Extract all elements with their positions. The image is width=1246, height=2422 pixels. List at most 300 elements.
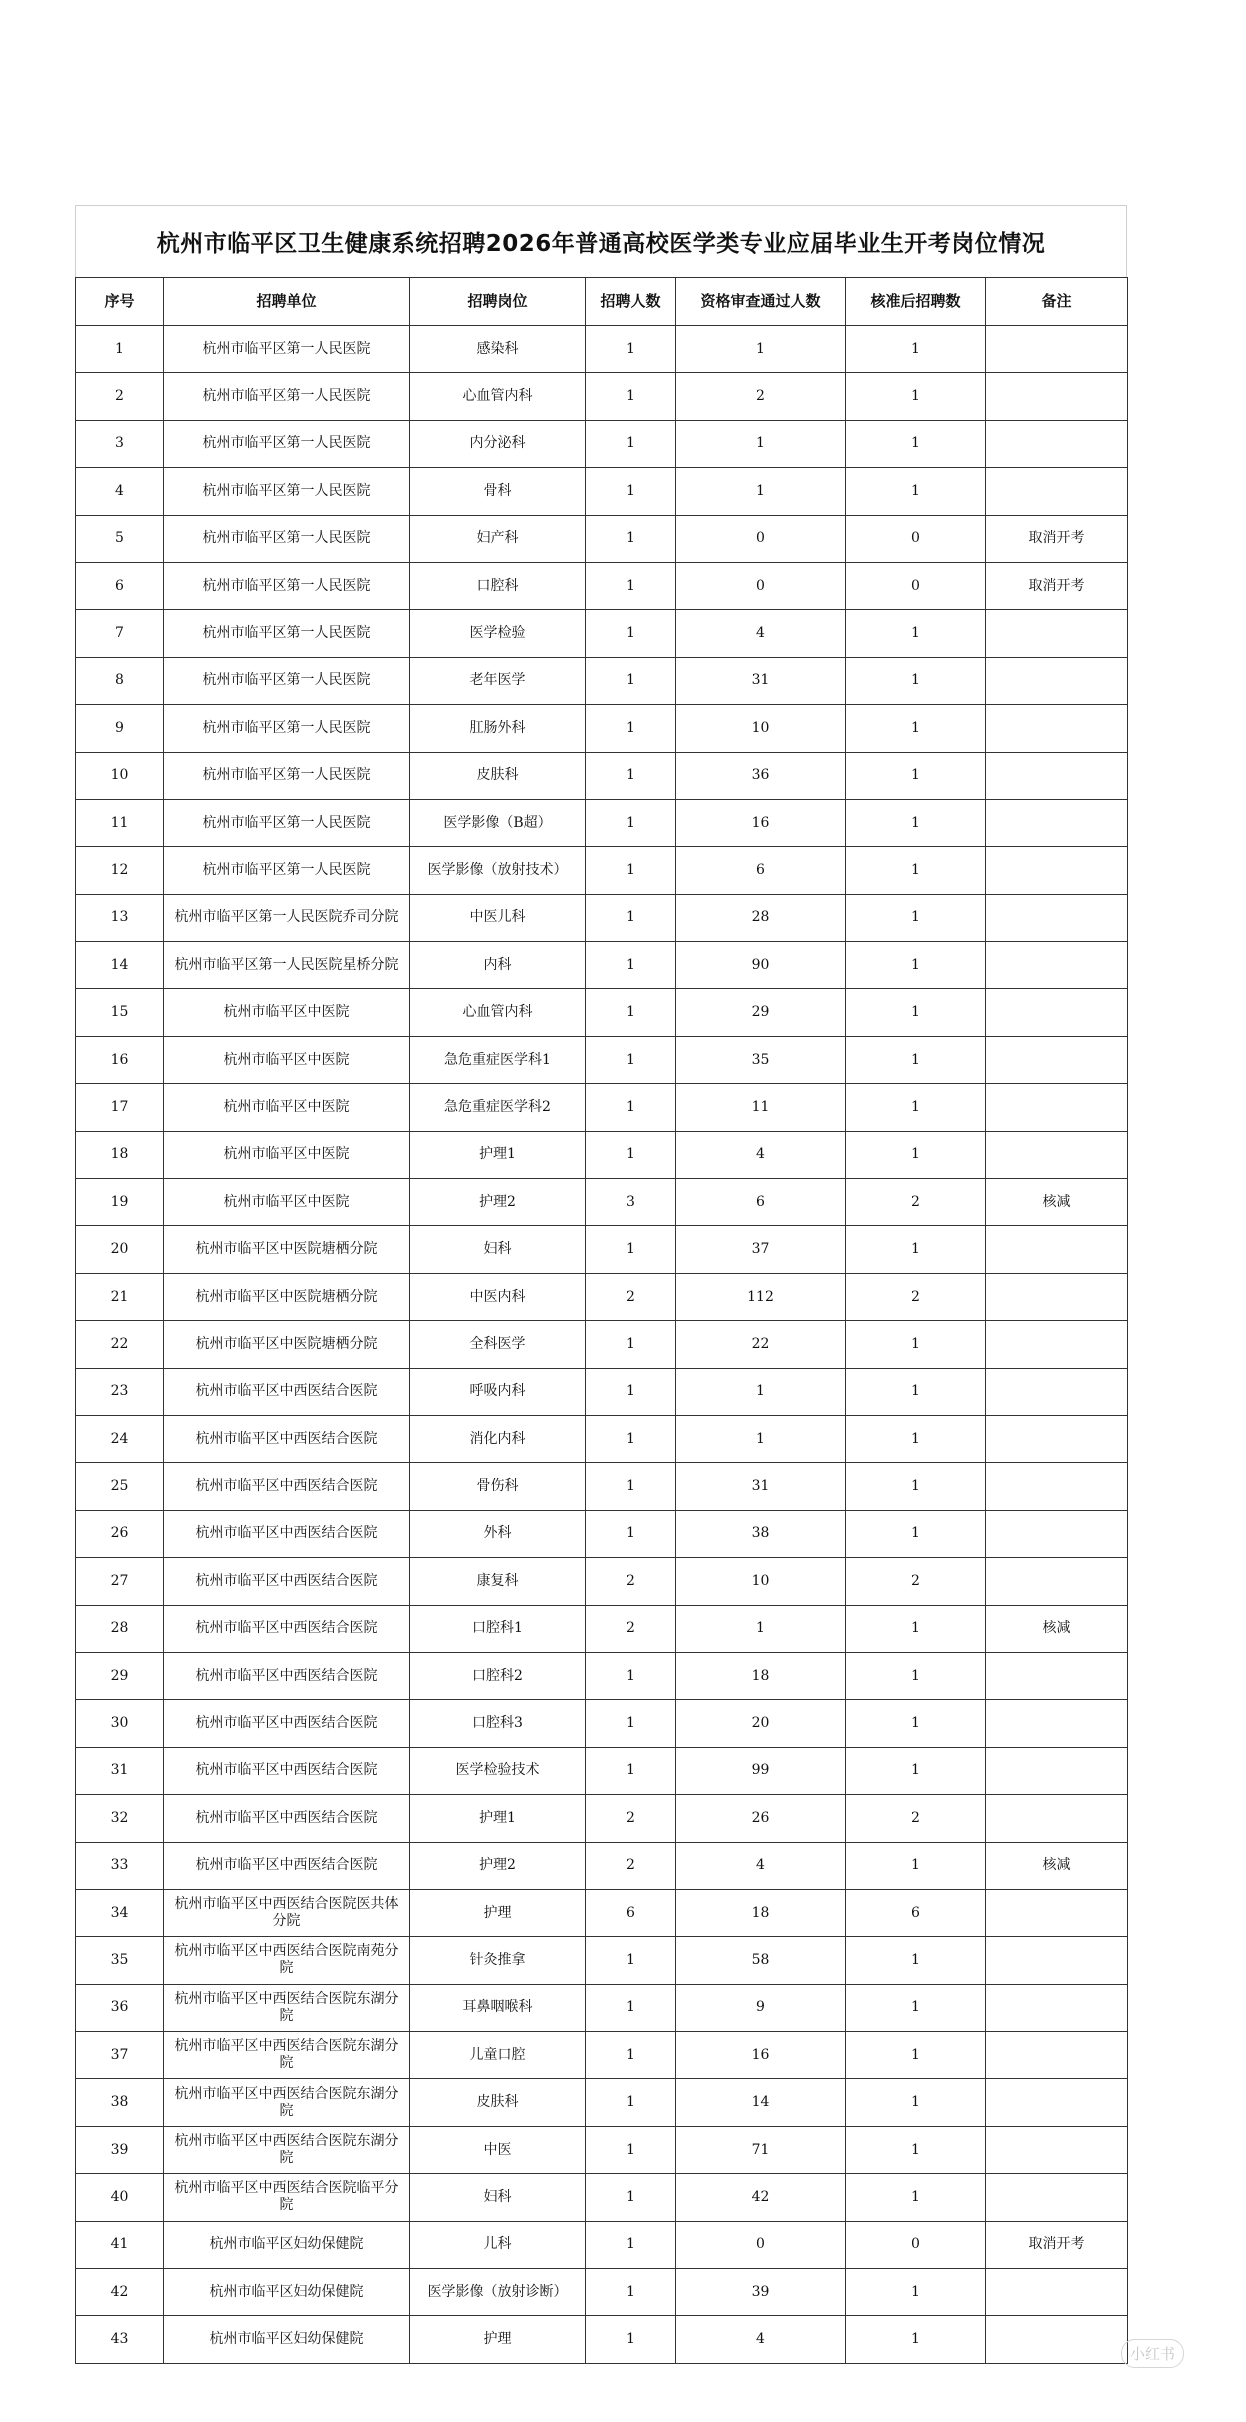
cell-position: 护理1 bbox=[410, 1131, 586, 1178]
cell-qualified: 1 bbox=[676, 420, 846, 467]
col-header-position: 招聘岗位 bbox=[410, 278, 586, 326]
cell-planned: 1 bbox=[586, 1368, 676, 1415]
table-row bbox=[76, 847, 1128, 894]
table-row bbox=[76, 1747, 1128, 1794]
cell-qualified: 1 bbox=[676, 326, 846, 373]
cell-position: 全科医学 bbox=[410, 1321, 586, 1368]
table-row bbox=[76, 1321, 1128, 1368]
watermark-logo: 小红书 bbox=[1121, 2339, 1184, 2368]
cell-position: 皮肤科 bbox=[410, 752, 586, 799]
cell-unit: 杭州市临平区中西医结合医院 bbox=[164, 1510, 410, 1557]
cell-qualified: 10 bbox=[676, 705, 846, 752]
cell-qualified: 1 bbox=[676, 1368, 846, 1415]
cell-qualified: 14 bbox=[676, 2079, 846, 2126]
cell-approved: 1 bbox=[846, 2032, 986, 2079]
cell-unit: 杭州市临平区中西医结合医院 bbox=[164, 1368, 410, 1415]
cell-planned: 1 bbox=[586, 2032, 676, 2079]
cell-index: 14 bbox=[76, 942, 164, 989]
cell-approved: 1 bbox=[846, 894, 986, 941]
cell-approved: 1 bbox=[846, 1131, 986, 1178]
cell-index: 40 bbox=[76, 2174, 164, 2221]
cell-planned: 2 bbox=[586, 1842, 676, 1889]
cell-qualified: 4 bbox=[676, 1131, 846, 1178]
cell-remark bbox=[986, 373, 1128, 420]
cell-position: 针灸推拿 bbox=[410, 1937, 586, 1984]
cell-remark bbox=[986, 752, 1128, 799]
cell-qualified: 26 bbox=[676, 1795, 846, 1842]
cell-position: 医学影像（放射诊断） bbox=[410, 2269, 586, 2316]
table-row bbox=[76, 1463, 1128, 1510]
cell-planned: 2 bbox=[586, 1558, 676, 1605]
cell-unit: 杭州市临平区第一人民医院 bbox=[164, 562, 410, 609]
cell-approved: 1 bbox=[846, 847, 986, 894]
cell-planned: 1 bbox=[586, 1510, 676, 1557]
cell-qualified: 29 bbox=[676, 989, 846, 1036]
cell-qualified: 22 bbox=[676, 1321, 846, 1368]
cell-approved: 1 bbox=[846, 705, 986, 752]
cell-qualified: 11 bbox=[676, 1084, 846, 1131]
cell-approved: 0 bbox=[846, 515, 986, 562]
cell-planned: 1 bbox=[586, 1036, 676, 1083]
cell-planned: 1 bbox=[586, 1937, 676, 1984]
cell-approved: 2 bbox=[846, 1558, 986, 1605]
cell-qualified: 4 bbox=[676, 610, 846, 657]
cell-index: 23 bbox=[76, 1368, 164, 1415]
cell-remark bbox=[986, 1463, 1128, 1510]
cell-unit: 杭州市临平区第一人民医院 bbox=[164, 373, 410, 420]
cell-planned: 1 bbox=[586, 468, 676, 515]
table-row bbox=[76, 752, 1128, 799]
cell-position: 急危重症医学科2 bbox=[410, 1084, 586, 1131]
cell-unit: 杭州市临平区第一人民医院乔司分院 bbox=[164, 894, 410, 941]
table-row bbox=[76, 2032, 1128, 2079]
cell-index: 27 bbox=[76, 1558, 164, 1605]
table-row bbox=[76, 989, 1128, 1036]
cell-approved: 1 bbox=[846, 1510, 986, 1557]
table-row bbox=[76, 610, 1128, 657]
cell-remark bbox=[986, 2079, 1128, 2126]
cell-planned: 3 bbox=[586, 1179, 676, 1226]
table-row bbox=[76, 1795, 1128, 1842]
cell-planned: 1 bbox=[586, 515, 676, 562]
cell-approved: 1 bbox=[846, 1321, 986, 1368]
cell-unit: 杭州市临平区中医院 bbox=[164, 989, 410, 1036]
cell-qualified: 4 bbox=[676, 1842, 846, 1889]
col-header-index: 序号 bbox=[76, 278, 164, 326]
cell-approved: 2 bbox=[846, 1179, 986, 1226]
cell-unit: 杭州市临平区中医院 bbox=[164, 1036, 410, 1083]
cell-planned: 2 bbox=[586, 1795, 676, 1842]
cell-unit: 杭州市临平区中西医结合医院东湖分院 bbox=[164, 2079, 410, 2126]
cell-remark bbox=[986, 1984, 1128, 2031]
cell-remark bbox=[986, 1131, 1128, 1178]
cell-unit: 杭州市临平区中医院 bbox=[164, 1179, 410, 1226]
cell-qualified: 4 bbox=[676, 2316, 846, 2363]
cell-remark bbox=[986, 657, 1128, 704]
cell-index: 43 bbox=[76, 2316, 164, 2363]
cell-position: 外科 bbox=[410, 1510, 586, 1557]
cell-index: 3 bbox=[76, 420, 164, 467]
cell-planned: 1 bbox=[586, 1700, 676, 1747]
cell-index: 10 bbox=[76, 752, 164, 799]
cell-planned: 2 bbox=[586, 1273, 676, 1320]
cell-index: 15 bbox=[76, 989, 164, 1036]
cell-remark bbox=[986, 420, 1128, 467]
cell-remark bbox=[986, 1937, 1128, 1984]
table-row bbox=[76, 1131, 1128, 1178]
cell-remark bbox=[986, 1084, 1128, 1131]
cell-position: 中医 bbox=[410, 2126, 586, 2173]
cell-index: 34 bbox=[76, 1889, 164, 1936]
cell-unit: 杭州市临平区中西医结合医院 bbox=[164, 1842, 410, 1889]
cell-position: 妇科 bbox=[410, 2174, 586, 2221]
cell-position: 医学检验技术 bbox=[410, 1747, 586, 1794]
cell-position: 呼吸内科 bbox=[410, 1368, 586, 1415]
cell-position: 心血管内科 bbox=[410, 373, 586, 420]
cell-remark bbox=[986, 942, 1128, 989]
cell-unit: 杭州市临平区中西医结合医院南苑分院 bbox=[164, 1937, 410, 1984]
cell-index: 19 bbox=[76, 1179, 164, 1226]
cell-position: 口腔科2 bbox=[410, 1652, 586, 1699]
recruitment-sheet bbox=[75, 205, 1127, 2364]
cell-unit: 杭州市临平区中西医结合医院 bbox=[164, 1747, 410, 1794]
cell-index: 26 bbox=[76, 1510, 164, 1557]
cell-approved: 1 bbox=[846, 1747, 986, 1794]
table-row bbox=[76, 1700, 1128, 1747]
table-row bbox=[76, 942, 1128, 989]
cell-unit: 杭州市临平区中西医结合医院东湖分院 bbox=[164, 1984, 410, 2031]
cell-unit: 杭州市临平区妇幼保健院 bbox=[164, 2316, 410, 2363]
table-row bbox=[76, 1937, 1128, 1984]
cell-remark bbox=[986, 989, 1128, 1036]
cell-remark bbox=[986, 1889, 1128, 1936]
cell-approved: 1 bbox=[846, 657, 986, 704]
table-row bbox=[76, 1984, 1128, 2031]
cell-qualified: 58 bbox=[676, 1937, 846, 1984]
table-row bbox=[76, 562, 1128, 609]
cell-index: 9 bbox=[76, 705, 164, 752]
cell-remark bbox=[986, 2032, 1128, 2079]
cell-remark bbox=[986, 1273, 1128, 1320]
table-row bbox=[76, 1084, 1128, 1131]
cell-unit: 杭州市临平区中西医结合医院 bbox=[164, 1415, 410, 1462]
table-row bbox=[76, 657, 1128, 704]
cell-index: 39 bbox=[76, 2126, 164, 2173]
cell-remark bbox=[986, 705, 1128, 752]
cell-index: 2 bbox=[76, 373, 164, 420]
cell-approved: 1 bbox=[846, 1842, 986, 1889]
cell-position: 口腔科 bbox=[410, 562, 586, 609]
cell-planned: 1 bbox=[586, 752, 676, 799]
cell-index: 41 bbox=[76, 2221, 164, 2268]
cell-unit: 杭州市临平区第一人民医院 bbox=[164, 705, 410, 752]
cell-planned: 1 bbox=[586, 1652, 676, 1699]
table-row bbox=[76, 1605, 1128, 1652]
cell-approved: 1 bbox=[846, 2079, 986, 2126]
cell-qualified: 39 bbox=[676, 2269, 846, 2316]
cell-index: 11 bbox=[76, 799, 164, 846]
cell-position: 老年医学 bbox=[410, 657, 586, 704]
cell-approved: 1 bbox=[846, 2126, 986, 2173]
cell-approved: 1 bbox=[846, 1463, 986, 1510]
cell-approved: 1 bbox=[846, 1084, 986, 1131]
cell-qualified: 0 bbox=[676, 515, 846, 562]
cell-planned: 1 bbox=[586, 1321, 676, 1368]
cell-planned: 1 bbox=[586, 1226, 676, 1273]
cell-qualified: 18 bbox=[676, 1889, 846, 1936]
cell-planned: 1 bbox=[586, 2221, 676, 2268]
cell-planned: 1 bbox=[586, 2174, 676, 2221]
cell-index: 30 bbox=[76, 1700, 164, 1747]
cell-approved: 1 bbox=[846, 326, 986, 373]
cell-approved: 2 bbox=[846, 1795, 986, 1842]
cell-unit: 杭州市临平区中西医结合医院医共体分院 bbox=[164, 1889, 410, 1936]
cell-approved: 1 bbox=[846, 1036, 986, 1083]
cell-planned: 1 bbox=[586, 373, 676, 420]
cell-position: 妇产科 bbox=[410, 515, 586, 562]
table-row bbox=[76, 420, 1128, 467]
cell-unit: 杭州市临平区中西医结合医院临平分院 bbox=[164, 2174, 410, 2221]
cell-remark bbox=[986, 1510, 1128, 1557]
cell-position: 儿科 bbox=[410, 2221, 586, 2268]
cell-unit: 杭州市临平区第一人民医院 bbox=[164, 420, 410, 467]
cell-unit: 杭州市临平区中西医结合医院 bbox=[164, 1463, 410, 1510]
cell-remark bbox=[986, 1036, 1128, 1083]
cell-position: 消化内科 bbox=[410, 1415, 586, 1462]
cell-position: 感染科 bbox=[410, 326, 586, 373]
cell-index: 17 bbox=[76, 1084, 164, 1131]
cell-qualified: 38 bbox=[676, 1510, 846, 1557]
cell-qualified: 35 bbox=[676, 1036, 846, 1083]
cell-position: 护理2 bbox=[410, 1179, 586, 1226]
cell-approved: 1 bbox=[846, 2316, 986, 2363]
cell-position: 中医内科 bbox=[410, 1273, 586, 1320]
cell-index: 18 bbox=[76, 1131, 164, 1178]
cell-unit: 杭州市临平区中西医结合医院 bbox=[164, 1558, 410, 1605]
cell-planned: 1 bbox=[586, 1131, 676, 1178]
table-row bbox=[76, 1226, 1128, 1273]
cell-remark bbox=[986, 326, 1128, 373]
table-header-row bbox=[76, 278, 1128, 326]
cell-unit: 杭州市临平区中西医结合医院东湖分院 bbox=[164, 2126, 410, 2173]
cell-planned: 1 bbox=[586, 1747, 676, 1794]
cell-unit: 杭州市临平区第一人民医院 bbox=[164, 799, 410, 846]
cell-planned: 2 bbox=[586, 1605, 676, 1652]
table-row bbox=[76, 894, 1128, 941]
cell-position: 骨伤科 bbox=[410, 1463, 586, 1510]
cell-planned: 1 bbox=[586, 562, 676, 609]
cell-qualified: 37 bbox=[676, 1226, 846, 1273]
cell-qualified: 28 bbox=[676, 894, 846, 941]
cell-unit: 杭州市临平区第一人民医院 bbox=[164, 326, 410, 373]
cell-index: 7 bbox=[76, 610, 164, 657]
cell-unit: 杭州市临平区第一人民医院 bbox=[164, 752, 410, 799]
cell-planned: 1 bbox=[586, 610, 676, 657]
cell-index: 21 bbox=[76, 1273, 164, 1320]
cell-approved: 1 bbox=[846, 799, 986, 846]
cell-planned: 1 bbox=[586, 2316, 676, 2363]
cell-approved: 0 bbox=[846, 562, 986, 609]
cell-planned: 6 bbox=[586, 1889, 676, 1936]
cell-planned: 1 bbox=[586, 2079, 676, 2126]
col-header-unit: 招聘单位 bbox=[164, 278, 410, 326]
cell-approved: 1 bbox=[846, 989, 986, 1036]
cell-position: 皮肤科 bbox=[410, 2079, 586, 2126]
table-body bbox=[76, 326, 1128, 2364]
cell-position: 儿童口腔 bbox=[410, 2032, 586, 2079]
cell-approved: 1 bbox=[846, 1415, 986, 1462]
cell-unit: 杭州市临平区中西医结合医院东湖分院 bbox=[164, 2032, 410, 2079]
table-row bbox=[76, 1415, 1128, 1462]
table-row bbox=[76, 799, 1128, 846]
cell-position: 护理 bbox=[410, 2316, 586, 2363]
cell-index: 35 bbox=[76, 1937, 164, 1984]
cell-qualified: 31 bbox=[676, 657, 846, 704]
cell-unit: 杭州市临平区中医院 bbox=[164, 1131, 410, 1178]
cell-planned: 1 bbox=[586, 847, 676, 894]
cell-approved: 6 bbox=[846, 1889, 986, 1936]
cell-unit: 杭州市临平区中西医结合医院 bbox=[164, 1795, 410, 1842]
cell-qualified: 18 bbox=[676, 1652, 846, 1699]
cell-index: 16 bbox=[76, 1036, 164, 1083]
cell-approved: 1 bbox=[846, 1368, 986, 1415]
cell-position: 护理1 bbox=[410, 1795, 586, 1842]
cell-planned: 1 bbox=[586, 326, 676, 373]
positions-table bbox=[75, 277, 1128, 2364]
cell-position: 医学影像（B超） bbox=[410, 799, 586, 846]
cell-planned: 1 bbox=[586, 1415, 676, 1462]
cell-remark bbox=[986, 1700, 1128, 1747]
cell-position: 肛肠外科 bbox=[410, 705, 586, 752]
cell-remark bbox=[986, 468, 1128, 515]
cell-index: 4 bbox=[76, 468, 164, 515]
cell-planned: 1 bbox=[586, 657, 676, 704]
cell-unit: 杭州市临平区第一人民医院 bbox=[164, 468, 410, 515]
cell-unit: 杭州市临平区中医院 bbox=[164, 1084, 410, 1131]
col-header-approved: 核准后招聘数 bbox=[846, 278, 986, 326]
cell-position: 医学检验 bbox=[410, 610, 586, 657]
cell-position: 口腔科3 bbox=[410, 1700, 586, 1747]
cell-qualified: 16 bbox=[676, 799, 846, 846]
cell-remark bbox=[986, 1415, 1128, 1462]
table-row bbox=[76, 1179, 1128, 1226]
cell-remark: 取消开考 bbox=[986, 2221, 1128, 2268]
cell-planned: 1 bbox=[586, 894, 676, 941]
cell-position: 耳鼻咽喉科 bbox=[410, 1984, 586, 2031]
cell-index: 32 bbox=[76, 1795, 164, 1842]
cell-remark bbox=[986, 1795, 1128, 1842]
cell-qualified: 1 bbox=[676, 1415, 846, 1462]
cell-planned: 1 bbox=[586, 1463, 676, 1510]
cell-unit: 杭州市临平区中西医结合医院 bbox=[164, 1700, 410, 1747]
cell-unit: 杭州市临平区第一人民医院 bbox=[164, 515, 410, 562]
cell-planned: 1 bbox=[586, 1984, 676, 2031]
cell-approved: 1 bbox=[846, 2269, 986, 2316]
cell-qualified: 31 bbox=[676, 1463, 846, 1510]
cell-index: 13 bbox=[76, 894, 164, 941]
table-row bbox=[76, 1652, 1128, 1699]
cell-qualified: 2 bbox=[676, 373, 846, 420]
cell-remark bbox=[986, 847, 1128, 894]
cell-position: 内分泌科 bbox=[410, 420, 586, 467]
table-row bbox=[76, 2174, 1128, 2221]
table-row bbox=[76, 2269, 1128, 2316]
cell-index: 5 bbox=[76, 515, 164, 562]
cell-approved: 1 bbox=[846, 468, 986, 515]
cell-approved: 1 bbox=[846, 942, 986, 989]
table-row bbox=[76, 373, 1128, 420]
cell-approved: 1 bbox=[846, 420, 986, 467]
cell-index: 38 bbox=[76, 2079, 164, 2126]
cell-index: 36 bbox=[76, 1984, 164, 2031]
cell-remark bbox=[986, 799, 1128, 846]
cell-position: 心血管内科 bbox=[410, 989, 586, 1036]
cell-position: 急危重症医学科1 bbox=[410, 1036, 586, 1083]
cell-unit: 杭州市临平区第一人民医院 bbox=[164, 847, 410, 894]
cell-index: 42 bbox=[76, 2269, 164, 2316]
table-row bbox=[76, 1842, 1128, 1889]
cell-position: 医学影像（放射技术） bbox=[410, 847, 586, 894]
cell-position: 中医儿科 bbox=[410, 894, 586, 941]
cell-planned: 1 bbox=[586, 2269, 676, 2316]
cell-unit: 杭州市临平区妇幼保健院 bbox=[164, 2269, 410, 2316]
cell-remark bbox=[986, 1321, 1128, 1368]
cell-remark: 核减 bbox=[986, 1605, 1128, 1652]
cell-unit: 杭州市临平区第一人民医院 bbox=[164, 610, 410, 657]
cell-planned: 1 bbox=[586, 989, 676, 1036]
table-row bbox=[76, 1036, 1128, 1083]
cell-approved: 1 bbox=[846, 1652, 986, 1699]
cell-approved: 1 bbox=[846, 1700, 986, 1747]
cell-unit: 杭州市临平区第一人民医院 bbox=[164, 657, 410, 704]
cell-position: 内科 bbox=[410, 942, 586, 989]
cell-qualified: 0 bbox=[676, 2221, 846, 2268]
cell-qualified: 16 bbox=[676, 2032, 846, 2079]
cell-qualified: 1 bbox=[676, 1605, 846, 1652]
cell-qualified: 42 bbox=[676, 2174, 846, 2221]
cell-unit: 杭州市临平区中医院塘栖分院 bbox=[164, 1321, 410, 1368]
cell-qualified: 9 bbox=[676, 1984, 846, 2031]
cell-planned: 1 bbox=[586, 2126, 676, 2173]
table-row bbox=[76, 326, 1128, 373]
cell-approved: 1 bbox=[846, 752, 986, 799]
cell-index: 12 bbox=[76, 847, 164, 894]
cell-index: 25 bbox=[76, 1463, 164, 1510]
table-row bbox=[76, 1368, 1128, 1415]
cell-remark bbox=[986, 1747, 1128, 1794]
table-row bbox=[76, 1889, 1128, 1936]
cell-index: 22 bbox=[76, 1321, 164, 1368]
cell-qualified: 90 bbox=[676, 942, 846, 989]
col-header-planned: 招聘人数 bbox=[586, 278, 676, 326]
cell-index: 8 bbox=[76, 657, 164, 704]
cell-remark bbox=[986, 610, 1128, 657]
cell-unit: 杭州市临平区中西医结合医院 bbox=[164, 1605, 410, 1652]
cell-remark: 取消开考 bbox=[986, 562, 1128, 609]
cell-approved: 1 bbox=[846, 1984, 986, 2031]
cell-approved: 1 bbox=[846, 610, 986, 657]
col-header-remark: 备注 bbox=[986, 278, 1128, 326]
cell-index: 6 bbox=[76, 562, 164, 609]
cell-remark bbox=[986, 2269, 1128, 2316]
cell-qualified: 20 bbox=[676, 1700, 846, 1747]
cell-approved: 2 bbox=[846, 1273, 986, 1320]
col-header-qualified: 资格审查通过人数 bbox=[676, 278, 846, 326]
cell-index: 24 bbox=[76, 1415, 164, 1462]
cell-unit: 杭州市临平区第一人民医院星桥分院 bbox=[164, 942, 410, 989]
cell-planned: 1 bbox=[586, 420, 676, 467]
cell-position: 护理2 bbox=[410, 1842, 586, 1889]
